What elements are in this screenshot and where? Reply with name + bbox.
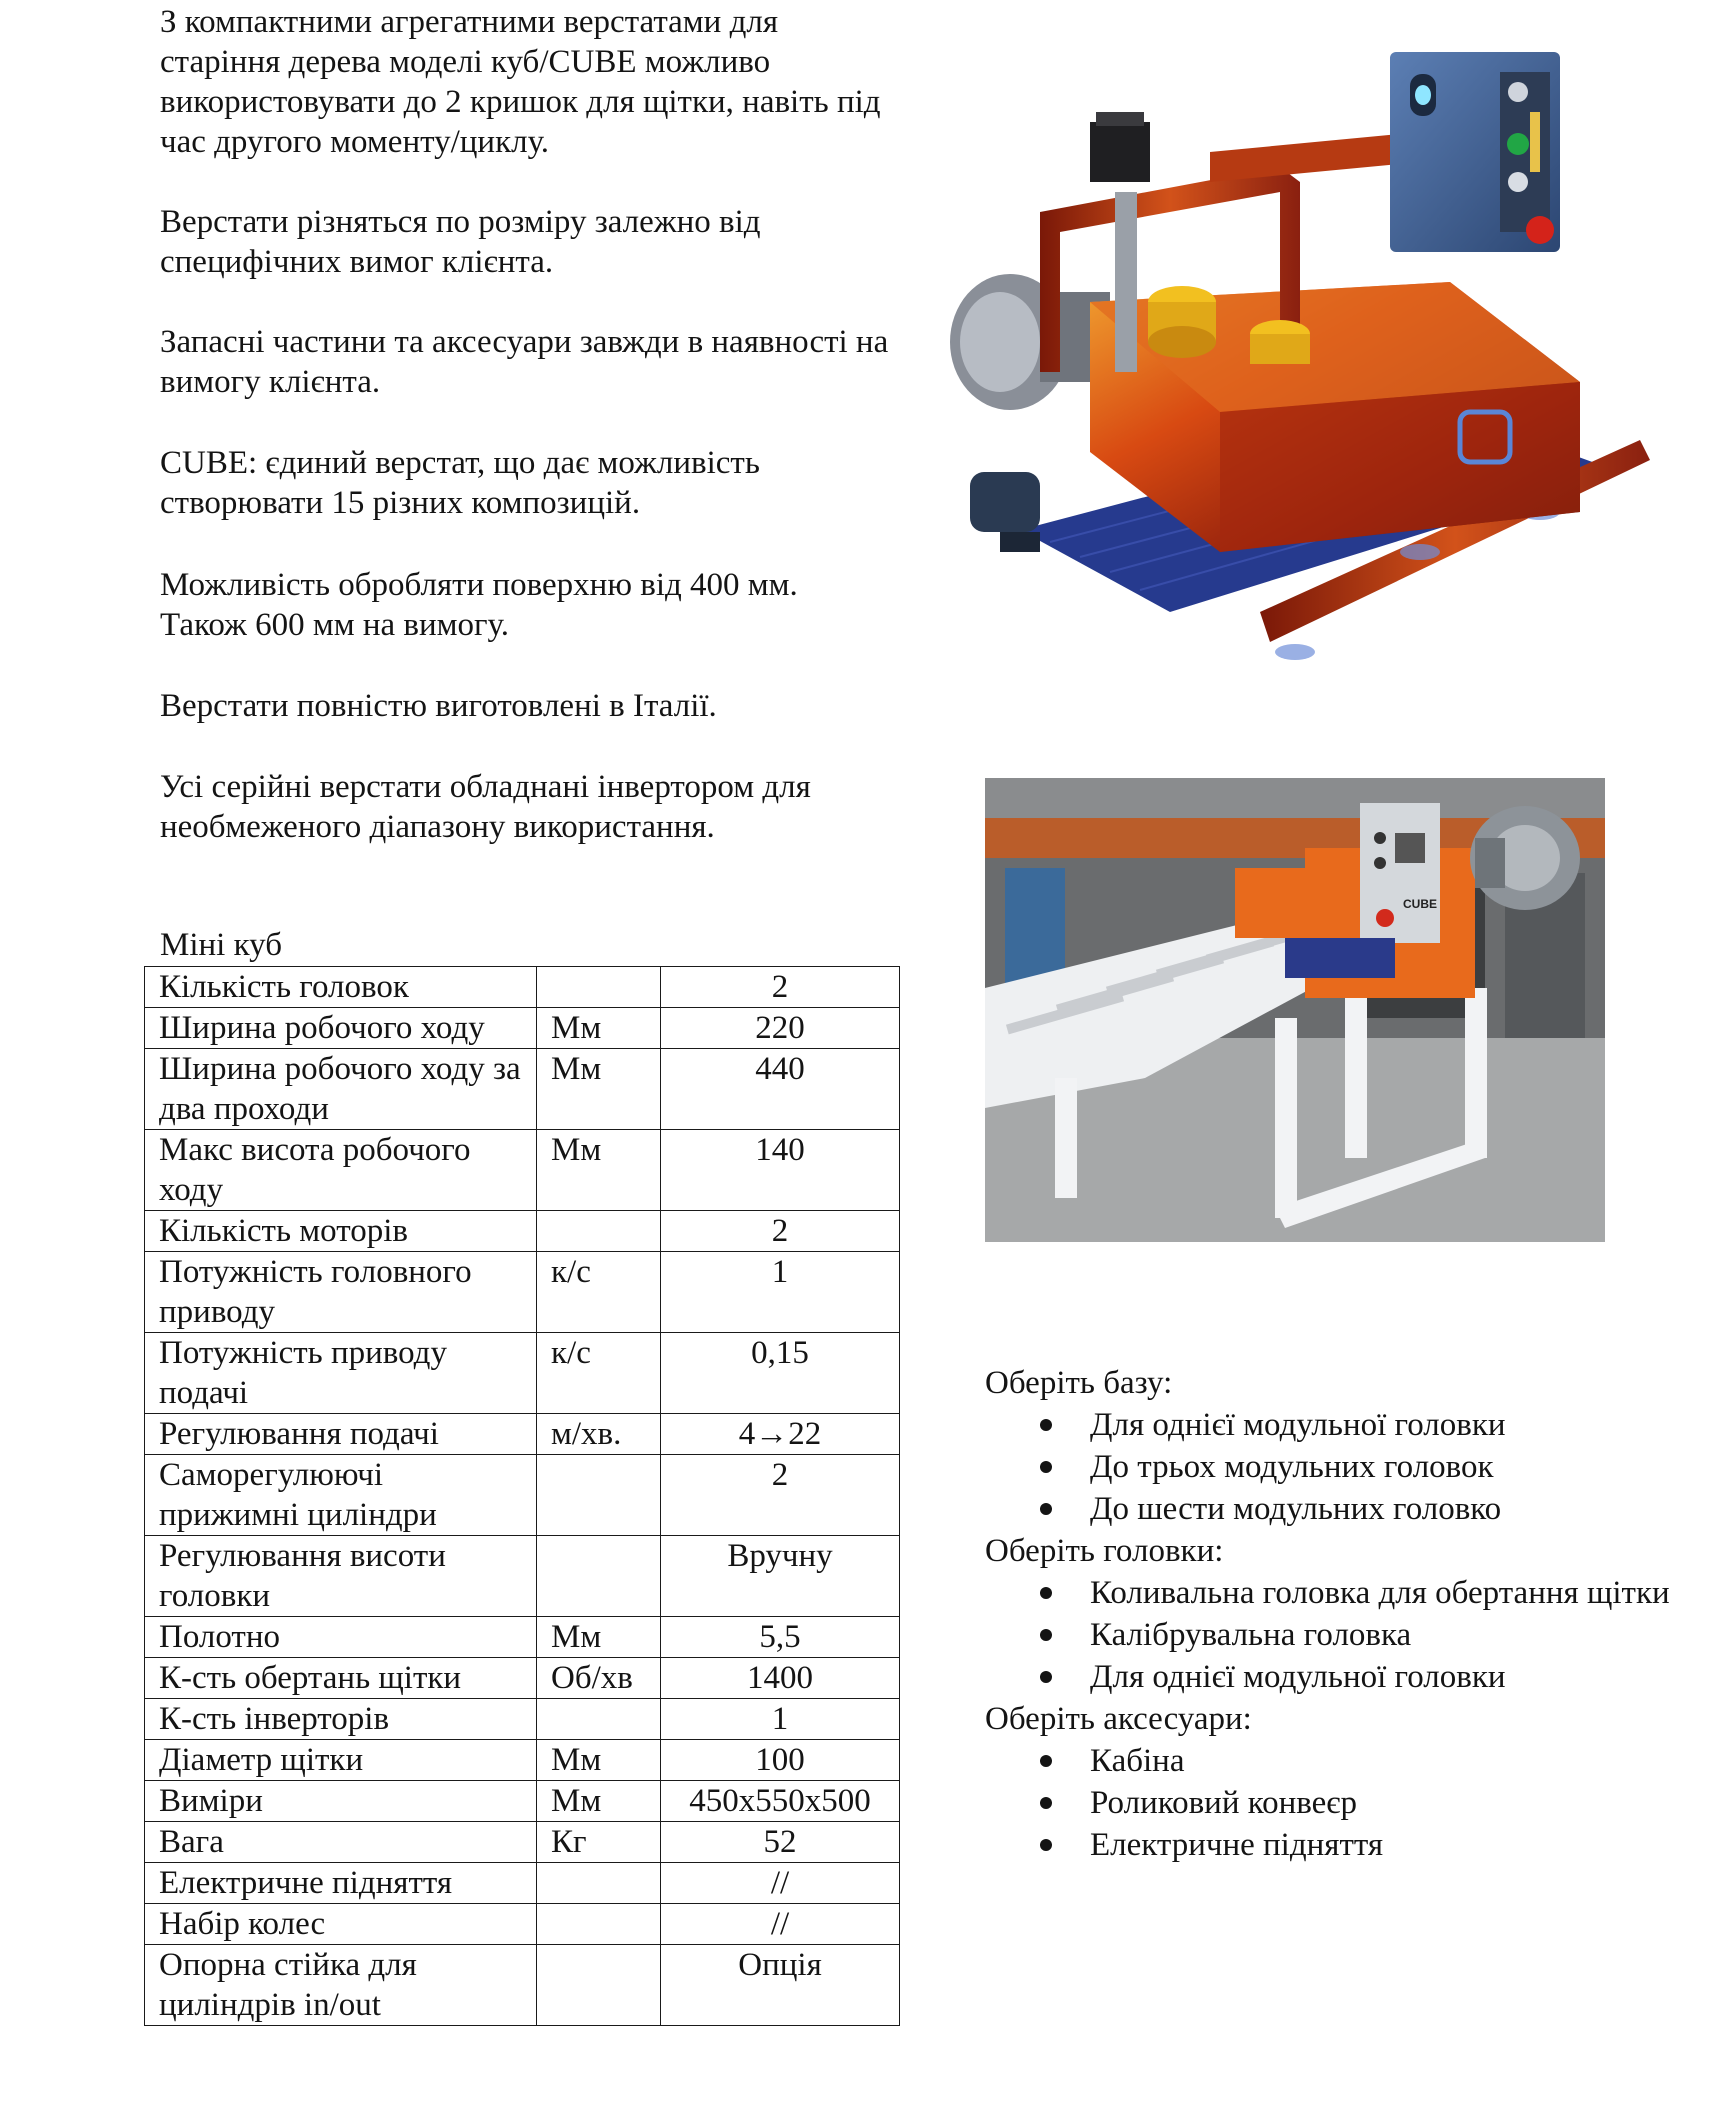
spec-value: Вручну (661, 1536, 900, 1617)
spec-unit: Мм (537, 1130, 661, 1211)
control-panel (1360, 803, 1440, 943)
intro-paragraph-3: Запасні частини та аксесуари завжди в наявності на вимогу клієнта. (160, 324, 889, 400)
accessory-option (985, 1740, 1685, 1782)
intro-paragraph-5-line-1: Можливість обробляти поверхню від 400 мм. (160, 567, 798, 603)
base-option (985, 1488, 1685, 1530)
spec-row (145, 1699, 900, 1740)
spec-unit (537, 967, 661, 1008)
spec-row (145, 1740, 900, 1781)
spec-value: 1 (661, 1699, 900, 1740)
spec-name: Макс висота робочого ходу (145, 1130, 537, 1211)
stop-button (1508, 172, 1528, 192)
spec-unit: Мм (537, 1781, 661, 1822)
specs-table (144, 966, 900, 2026)
base-option-text: До шести модульних головко (1090, 1491, 1502, 1527)
head-option-text: Калібрувальна головка (1090, 1617, 1412, 1653)
spec-name: Потужність приводу подачі (145, 1333, 537, 1414)
spec-row (145, 1658, 900, 1699)
spec-unit (537, 1455, 661, 1536)
accessory-option (985, 1824, 1685, 1866)
spec-value: Опція (661, 1945, 900, 2026)
head-option-text: Для однієї модульної головки (1090, 1659, 1506, 1695)
spec-name: Кількість моторів (145, 1211, 537, 1252)
intro-paragraph-2: Верстати різняться по розміру залежно від специфічних вимог клієнта. (160, 204, 761, 280)
bullet-icon (1040, 1629, 1052, 1641)
spec-value: 52 (661, 1822, 900, 1863)
head-option-text: Коливальна головка для обертання щітки (1090, 1575, 1670, 1611)
intro-paragraph-1: З компактними агрегатними верстатами для старіння дерева моделі куб/CUBE можливо використовувати до 2 кришок для щітки, навіть під час другого моменту/циклу. (160, 4, 881, 160)
bullet-icon (1040, 1461, 1052, 1473)
spec-unit (537, 1699, 661, 1740)
spec-row (145, 1049, 900, 1130)
spec-value: 2 (661, 1211, 900, 1252)
spec-value: 2 (661, 967, 900, 1008)
intro-paragraph-6: Верстати повністю виготовлені в Італії. (160, 688, 717, 724)
bullet-icon (1040, 1671, 1052, 1683)
spec-row (145, 1414, 900, 1455)
spec-row (145, 1822, 900, 1863)
bullet-icon (1040, 1419, 1052, 1431)
spec-value: // (661, 1904, 900, 1945)
spec-name: Вага (145, 1822, 537, 1863)
spec-name: Електричне підняття (145, 1863, 537, 1904)
spec-row (145, 1130, 900, 1211)
bullet-icon (1040, 1587, 1052, 1599)
intro-paragraph-5 (160, 565, 900, 645)
spec-unit: к/с (537, 1333, 661, 1414)
base-heading: Оберіть базу: (985, 1365, 1173, 1401)
spec-row (145, 1617, 900, 1658)
height-handwheel (1090, 122, 1150, 182)
accessories-heading: Оберіть аксесуари: (985, 1701, 1252, 1737)
workshop-illustration (985, 778, 1605, 1242)
spec-unit (537, 1536, 661, 1617)
spec-unit (537, 1904, 661, 1945)
spec-name: К-сть обертань щітки (145, 1658, 537, 1699)
accessory-option (985, 1782, 1685, 1824)
spec-name: Ширина робочого ходу (145, 1008, 537, 1049)
selector-switch (1508, 82, 1528, 102)
heads-list (985, 1572, 1685, 1698)
options-section (985, 1362, 1685, 1866)
accessories-list (985, 1740, 1685, 1866)
spec-row (145, 1863, 900, 1904)
base-option (985, 1446, 1685, 1488)
spec-name: Діаметр щітки (145, 1740, 537, 1781)
spec-value: // (661, 1863, 900, 1904)
start-button (1507, 133, 1529, 155)
spec-name: Кількість головок (145, 967, 537, 1008)
machine-label: CUBE (1403, 897, 1438, 911)
spec-value: 450х550х500 (661, 1781, 900, 1822)
spec-unit: Мм (537, 1617, 661, 1658)
spec-unit: Об/хв (537, 1658, 661, 1699)
base-option (985, 1404, 1685, 1446)
spec-name: Потужність головного приводу (145, 1252, 537, 1333)
spec-unit: Мм (537, 1740, 661, 1781)
feed-belt (1285, 938, 1395, 978)
spec-unit (537, 1945, 661, 2026)
base-option-text: Для однієї модульної головки (1090, 1407, 1506, 1443)
accessory-option-text: Кабіна (1090, 1743, 1185, 1779)
spec-unit: к/с (537, 1252, 661, 1333)
intro-paragraph-5-line-2: Також 600 мм на вимогу. (160, 607, 509, 643)
spec-name: Полотно (145, 1617, 537, 1658)
spec-name: Ширина робочого ходу за два проходи (145, 1049, 537, 1130)
spec-unit: м/хв. (537, 1414, 661, 1455)
base-option-text: До трьох модульних головок (1090, 1449, 1494, 1485)
spec-row (145, 967, 900, 1008)
head-option (985, 1656, 1685, 1698)
bullet-icon (1040, 1503, 1052, 1515)
spec-value: 140 (661, 1130, 900, 1211)
spec-value: 5,5 (661, 1617, 900, 1658)
base-list (985, 1404, 1685, 1530)
intro-paragraph-7: Усі серійні верстати обладнані інвертором для необмеженого діапазону використання. (160, 769, 811, 845)
heads-heading: Оберіть головки: (985, 1533, 1224, 1569)
spec-name: Регулювання висоти головки (145, 1536, 537, 1617)
spec-unit: Мм (537, 1049, 661, 1130)
bullet-icon (1040, 1755, 1052, 1767)
spec-name: Саморегулюючі прижимні циліндри (145, 1455, 537, 1536)
spec-row (145, 1945, 900, 2026)
spec-row (145, 1536, 900, 1617)
spec-value: 220 (661, 1008, 900, 1049)
bullet-icon (1040, 1839, 1052, 1851)
spec-row (145, 1333, 900, 1414)
cube-machine-illustration (940, 52, 1660, 692)
spec-value: 1 (661, 1252, 900, 1333)
spec-row (145, 1781, 900, 1822)
head-option (985, 1614, 1685, 1656)
spec-name: Набір колес (145, 1904, 537, 1945)
accessory-option-text: Електричне підняття (1090, 1827, 1384, 1863)
spec-value: 2 (661, 1455, 900, 1536)
spec-name: К-сть інверторів (145, 1699, 537, 1740)
spec-name: Виміри (145, 1781, 537, 1822)
spec-unit: Кг (537, 1822, 661, 1863)
spec-name: Опорна стійка для циліндрів in/out (145, 1945, 537, 2026)
feed-motor (970, 472, 1040, 532)
spec-value: 100 (661, 1740, 900, 1781)
specs-caption: Міні куб (160, 927, 283, 963)
spec-row (145, 1252, 900, 1333)
spec-value: 4→22 (661, 1414, 900, 1455)
spec-value: 1400 (661, 1658, 900, 1699)
spec-unit (537, 1211, 661, 1252)
spec-value: 440 (661, 1049, 900, 1130)
accessory-option-text: Роликовий конвеєр (1090, 1785, 1357, 1821)
spec-value: 0,15 (661, 1333, 900, 1414)
intro-paragraph-4: CUBE: єдиний верстат, що дає можливість створювати 15 різних композицій. (160, 445, 760, 521)
spec-row (145, 1455, 900, 1536)
spec-row (145, 1008, 900, 1049)
workshop-photo (985, 778, 1605, 1242)
spec-unit (537, 1863, 661, 1904)
spec-row (145, 1211, 900, 1252)
head-option (985, 1572, 1685, 1614)
spec-row (145, 1904, 900, 1945)
spec-name: Регулювання подачі (145, 1414, 537, 1455)
spec-unit: Мм (537, 1008, 661, 1049)
emergency-stop (1526, 216, 1554, 244)
cube-machine-photo (940, 52, 1660, 692)
bullet-icon (1040, 1797, 1052, 1809)
